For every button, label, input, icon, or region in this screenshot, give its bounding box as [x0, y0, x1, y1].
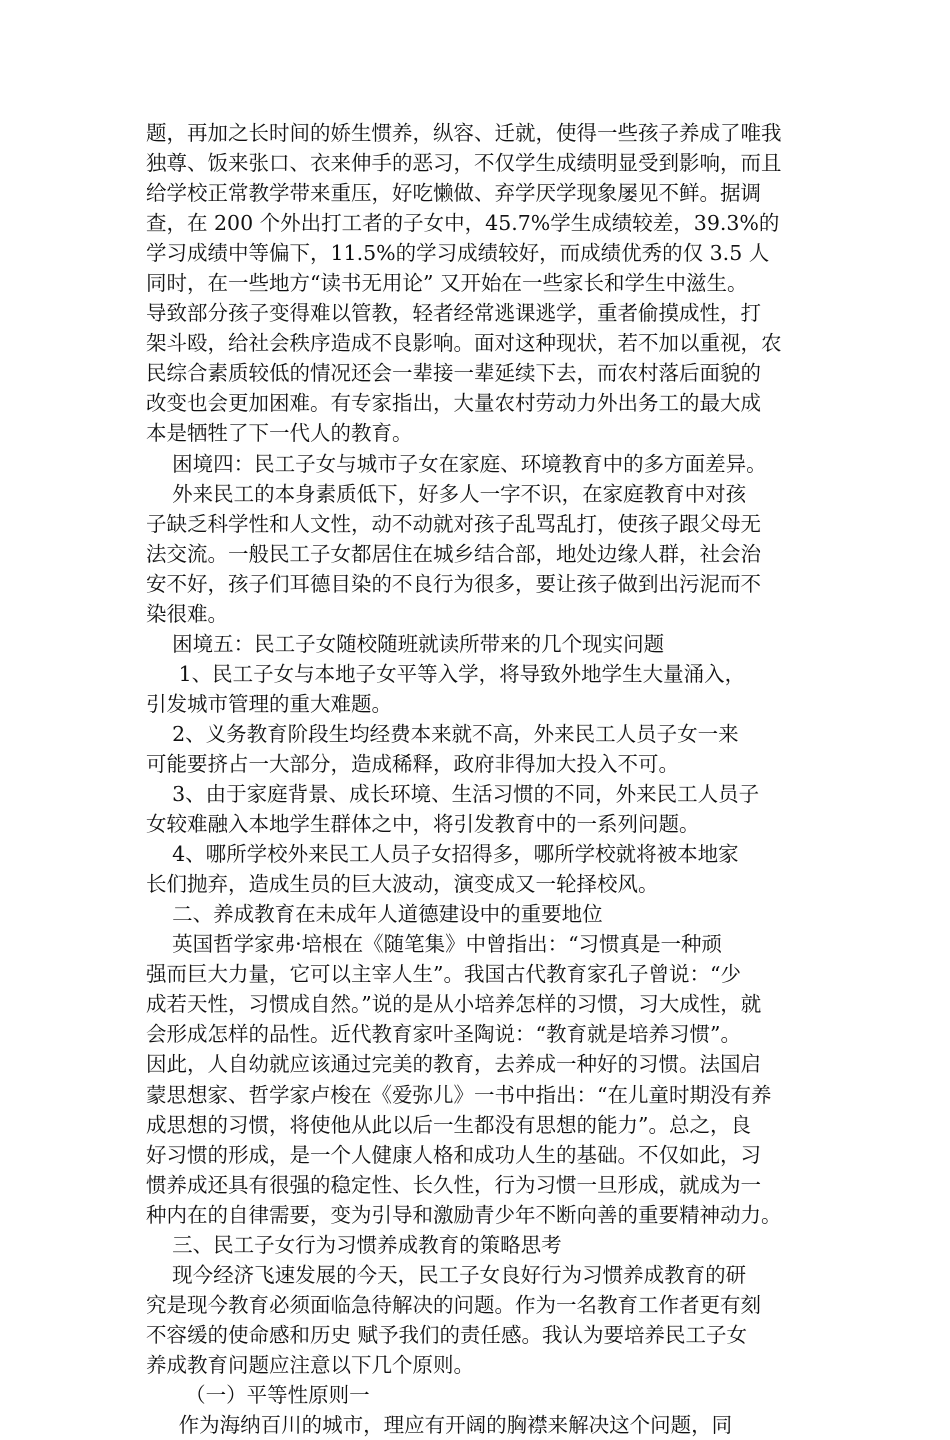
text-line: 给学校正常教学带来重压，好吃懒做、弃学厌学现象屡见不鲜。据调 [146, 181, 761, 206]
text-line: 强而巨大力量，它可以主宰人生”。我国古代教育家孔子曾说：“少 [146, 962, 741, 987]
text-line: 外来民工的本身素质低下，好多人一字不识，在家庭教育中对孩 [146, 481, 747, 506]
text-line: 作为海纳百川的城市，理应有开阔的胸襟来解决这个问题，同 [146, 1413, 733, 1438]
text-line: 学习成绩中等偏下，11.5%的学习成绩较好，而成绩优秀的仅 3.5 人 [146, 241, 770, 266]
text-line: 成若天性，习惯成自然。”说的是从小培养怎样的习惯，习大成性，就 [146, 992, 762, 1017]
text-line: 英国哲学家弗·培根在《随笔集》中曾指出：“习惯真是一种顽 [146, 932, 723, 957]
section-heading: 困境四：民工子女与城市子女在家庭、环境教育中的多方面差异。 [146, 451, 767, 476]
text-line: 同时，在一些地方“读书无用论” 又开始在一些家长和学生中滋生。 [146, 271, 748, 296]
text-line: 会形成怎样的品性。近代教育家叶圣陶说：“教育就是培养习惯”。 [146, 1022, 741, 1047]
text-line: 2、义务教育阶段生均经费本来就不高，外来民工人员子女一来 [146, 721, 739, 746]
text-line: 惯养成还具有很强的稳定性、长久性，行为习惯一旦形成，就成为一 [146, 1172, 761, 1197]
text-line: 种内在的自律需要，变为引导和激励青少年不断向善的重要精神动力。 [146, 1202, 782, 1227]
text-line: 成思想的习惯，将使他从此以后一生都没有思想的能力”。总之，良 [146, 1112, 751, 1137]
section-heading: 三、民工子女行为习惯养成教育的策略思考 [146, 1232, 562, 1257]
text-line: 3、由于家庭背景、成长环境、生活习惯的不同，外来民工人员子 [146, 782, 760, 807]
section-heading: 二、养成教育在未成年人道德建设中的重要地位 [146, 902, 603, 927]
text-line: 民综合素质较低的情况还会一辈接一辈延续下去，而农村落后面貌的 [146, 361, 761, 386]
text-line: 可能要挤占一大部分，造成稀释，政府非得加大投入不可。 [146, 751, 679, 776]
text-line: 长们抛弃，造成生员的巨大波动，演变成又一轮择校风。 [146, 872, 659, 897]
text-line: 导致部分孩子变得难以管教，轻者经常逃课逃学，重者偷摸成性，打 [146, 301, 761, 326]
text-line: 究是现今教育必须面临急待解决的问题。作为一名教育工作者更有刻 [146, 1292, 761, 1317]
subsection-heading: （一）平等性原则一 [146, 1382, 370, 1407]
text-line: 本是牺牲了下一代人的教育。 [146, 421, 413, 446]
text-line: 改变也会更加困难。有专家指出，大量农村劳动力外出务工的最大成 [146, 391, 761, 416]
text-line: 好习惯的形成，是一个人健康人格和成功人生的基础。不仅如此，习 [146, 1142, 761, 1167]
text-line: 独尊、饭来张口、衣来伸手的恶习，不仅学生成绩明显受到影响，而且 [146, 151, 782, 176]
text-line: 女较难融入本地学生群体之中，将引发教育中的一系列问题。 [146, 812, 700, 837]
text-line: 染很难。 [146, 601, 228, 626]
text-line: 引发城市管理的重大难题。 [146, 691, 392, 716]
text-line: 架斗殴，给社会秩序造成不良影响。面对这种现状，若不加以重视，农 [146, 331, 782, 356]
text-line: 养成教育问题应注意以下几个原则。 [146, 1352, 474, 1377]
text-line: 现今经济飞速发展的今天，民工子女良好行为习惯养成教育的研 [146, 1262, 747, 1287]
text-line: 不容缓的使命感和历史 赋予我们的责任感。我认为要培养民工子女 [146, 1322, 748, 1347]
text-line: 法交流。一般民工子女都居住在城乡结合部，地处边缘人群，社会治 [146, 541, 761, 566]
text-line: 查，在 200 个外出打工者的子女中，45.7%学生成绩较差，39.3%的 [146, 211, 780, 236]
text-line: 子缺乏科学性和人文性，动不动就对孩子乱骂乱打，使孩子跟父母无 [146, 511, 761, 536]
text-line: 题，再加之长时间的娇生惯养，纵容、迁就，使得一些孩子养成了唯我 [146, 121, 782, 145]
text-line: 蒙思想家、哲学家卢梭在《爱弥儿》一书中指出：“在儿童时期没有养 [146, 1082, 772, 1107]
text-line: 4、哪所学校外来民工人员子女招得多，哪所学校就将被本地家 [146, 842, 739, 867]
text-line: 1、民工子女与本地子女平等入学，将导致外地学生大量涌入， [146, 661, 746, 686]
text-line: 因此，人自幼就应该通过完美的教育，去养成一种好的习惯。法国启 [146, 1052, 761, 1077]
section-heading: 困境五：民工子女随校随班就读所带来的几个现实问题 [146, 631, 665, 656]
document-body [146, 118, 820, 1440]
text-line: 安不好，孩子们耳德目染的不良行为很多，要让孩子做到出污泥而不 [146, 571, 761, 596]
